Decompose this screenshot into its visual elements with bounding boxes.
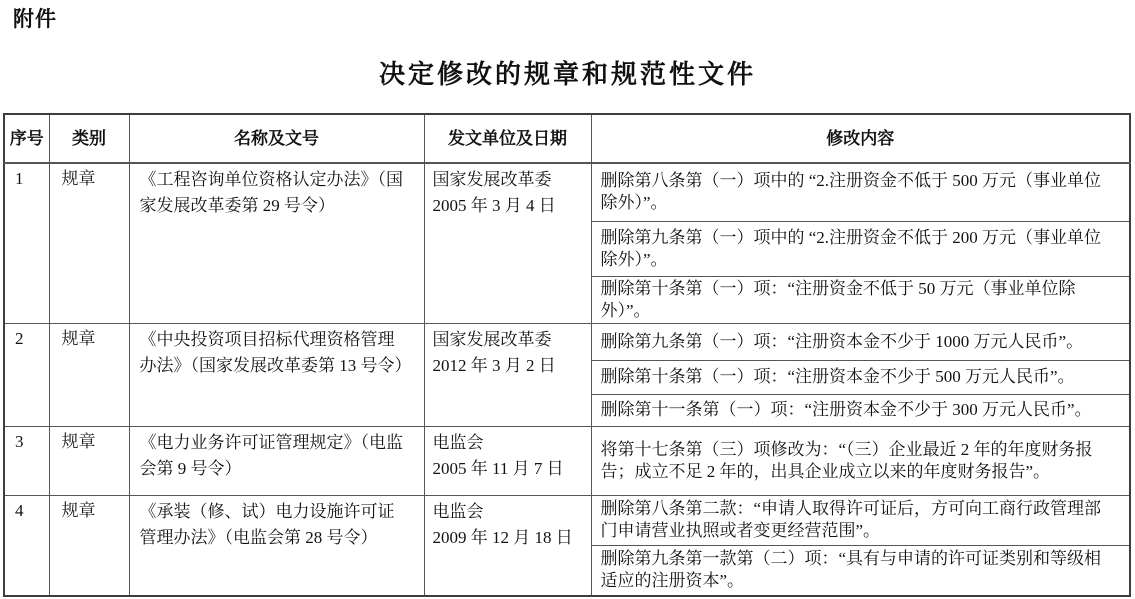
issue-date: 2005 年 3 月 4 日 bbox=[432, 196, 556, 215]
cell-category-4: 规章 bbox=[49, 495, 129, 596]
cell-issuer-date-3 bbox=[424, 426, 591, 495]
issuer-name: 国家发展改革委 bbox=[432, 170, 552, 189]
col-header-name: 名称及文号 bbox=[129, 114, 424, 163]
page-title: 决定修改的规章和规范性文件 bbox=[378, 60, 756, 90]
cell-amendment-3-1: 将第十七条第（三）项修改为：“（三）企业最近 2 年的年度财务报告；成立不足 2 年的，出具企业成立以来的年度财务报告”。 bbox=[591, 426, 1130, 495]
cell-category-3: 规章 bbox=[49, 426, 129, 495]
cell-name-4: 《承装（修、试）电力设施许可证管理办法》（电监会第 28 号令） bbox=[129, 495, 424, 596]
col-header-issuer-date: 发文单位及日期 bbox=[424, 114, 591, 163]
cell-amendment-1-1: 删除第八条第（一）项中的 “2.注册资金不低于 500 万元（事业单位除外）”。 bbox=[591, 163, 1130, 221]
col-header-category: 类别 bbox=[49, 114, 129, 163]
cell-amendment-2-2: 删除第十条第（一）项：“注册资本金不少于 500 万元人民币”。 bbox=[591, 360, 1130, 394]
issuer-name: 电监会 bbox=[432, 501, 484, 521]
col-header-no: 序号 bbox=[4, 114, 49, 163]
table-row bbox=[4, 163, 1130, 221]
amendments-table bbox=[3, 113, 1131, 597]
issue-date: 2012 年 3 月 2 日 bbox=[432, 355, 556, 375]
table-header-row bbox=[4, 114, 1130, 163]
cell-no-1: 1 bbox=[4, 163, 49, 323]
issuer-name: 国家发展改革委 bbox=[432, 329, 552, 349]
cell-name-2: 《中央投资项目招标代理资格管理办法》（国家发展改革委第 13 号令） bbox=[129, 323, 424, 426]
cell-amendment-4-1: 删除第八条第二款：“申请人取得许可证后，方可向工商行政管理部门申请营业执照或者变更经营范围”。 bbox=[591, 495, 1130, 545]
cell-issuer-date-1 bbox=[424, 163, 591, 323]
cell-name-1: 《工程咨询单位资格认定办法》（国家发展改革委第 29 号令） bbox=[129, 163, 424, 323]
cell-amendment-2-3: 删除第十一条第（一）项：“注册资本金不少于 300 万元人民币”。 bbox=[591, 394, 1130, 426]
cell-amendment-4-2: 删除第九条第一款第（二）项：“具有与申请的许可证类别和等级相适应的注册资本”。 bbox=[591, 545, 1130, 596]
cell-amendment-2-1: 删除第九条第（一）项：“注册资本金不少于 1000 万元人民币”。 bbox=[591, 323, 1130, 360]
issue-date: 2009 年 12 月 18 日 bbox=[432, 527, 573, 547]
cell-amendment-1-3: 删除第十条第（一）项：“注册资金不低于 50 万元（事业单位除外）”。 bbox=[591, 276, 1130, 323]
attachment-label: 附件 bbox=[13, 7, 57, 31]
cell-category-1: 规章 bbox=[49, 163, 129, 323]
cell-no-2: 2 bbox=[4, 323, 49, 426]
cell-amendment-1-2: 删除第九条第（一）项中的 “2.注册资金不低于 200 万元（事业单位除外）”。 bbox=[591, 221, 1130, 276]
issuer-name: 电监会 bbox=[432, 432, 484, 452]
cell-category-2: 规章 bbox=[49, 323, 129, 426]
table-row bbox=[4, 426, 1130, 495]
issue-date: 2005 年 11 月 7 日 bbox=[432, 458, 564, 478]
table-row bbox=[4, 323, 1130, 360]
cell-issuer-date-2 bbox=[424, 323, 591, 426]
cell-no-3: 3 bbox=[4, 426, 49, 495]
cell-no-4: 4 bbox=[4, 495, 49, 596]
cell-name-3: 《电力业务许可证管理规定》（电监会第 9 号令） bbox=[129, 426, 424, 495]
col-header-content: 修改内容 bbox=[591, 114, 1130, 163]
table-row bbox=[4, 495, 1130, 545]
cell-issuer-date-4 bbox=[424, 495, 591, 596]
